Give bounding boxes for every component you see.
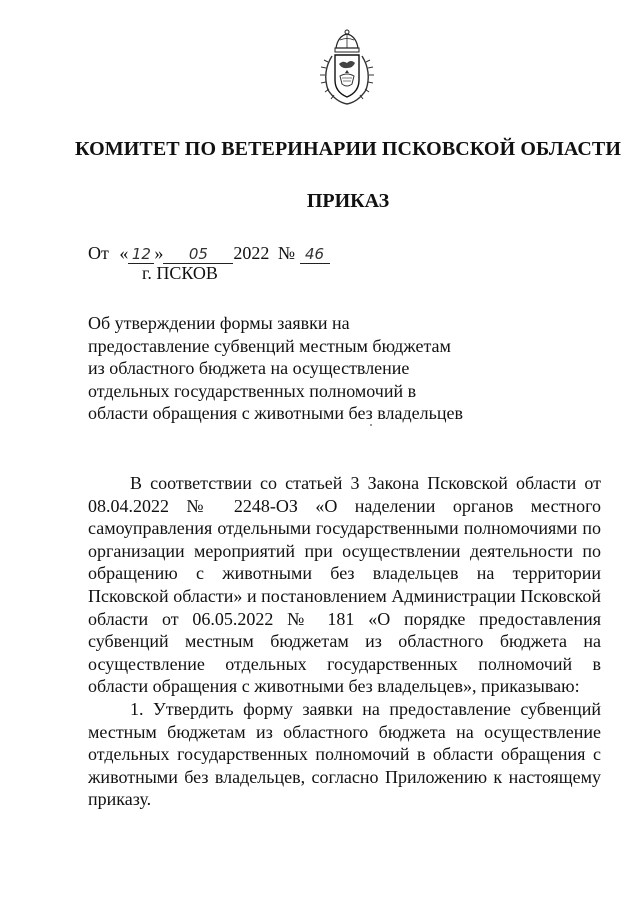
city-label: г. ПСКОВ (142, 263, 218, 283)
order-month: 05 (188, 245, 208, 263)
order-day-field (128, 244, 154, 264)
order-title: ПРИКАЗ (306, 190, 390, 212)
day-open-quote: « (119, 243, 129, 263)
date-prefix: От (88, 243, 109, 263)
number-sign: № (277, 243, 296, 263)
order-number: 46 (305, 245, 325, 263)
order-month-field (163, 244, 233, 264)
order-body (88, 472, 601, 811)
item-1-paragraph: 1. Утвердить форму заявки на предоставление субвенций местным бюджетам из областного бюджета на осуществление отдельных государственных полномочий в области обращения с животными без владельцев, согласно Приложению к настоящему приказу. (88, 698, 601, 810)
order-day: 12 (131, 245, 151, 263)
committee-name: КОМИТЕТ ПО ВЕТЕРИНАРИИ ПСКОВСКОЙ ОБЛАСТИ (74, 138, 622, 160)
preamble-paragraph: В соответствии со статьей 3 Закона Псковской области от 08.04.2022 № 2248-ОЗ «О наделении органов местного самоуправления отдельными государственными полномочиями по организации мероприятий при осуществлении деятельности по обращению с животными без владельцев на территории Псковской области» и постановлением Администрации Псковской области от 06.05.2022 № 181 «О порядке предоставления субвенций местным бюджетам из областного бюджета на осуществление отдельных государственных полномочий в области обращения с животными без владельцев», приказываю: (88, 473, 601, 697)
order-number-field (300, 244, 330, 264)
scan-speck (370, 424, 372, 426)
order-subject: Об утверждении формы заявки на предоставление субвенций местным бюджетам из областного бюджета на осуществление отдельных государственных полномочий в области обращения с животными без владельцев (88, 313, 463, 423)
order-date-line (88, 243, 330, 264)
order-year: 2022 (233, 243, 270, 263)
day-close-quote: » (154, 243, 164, 263)
coat-of-arms-icon (318, 28, 376, 108)
